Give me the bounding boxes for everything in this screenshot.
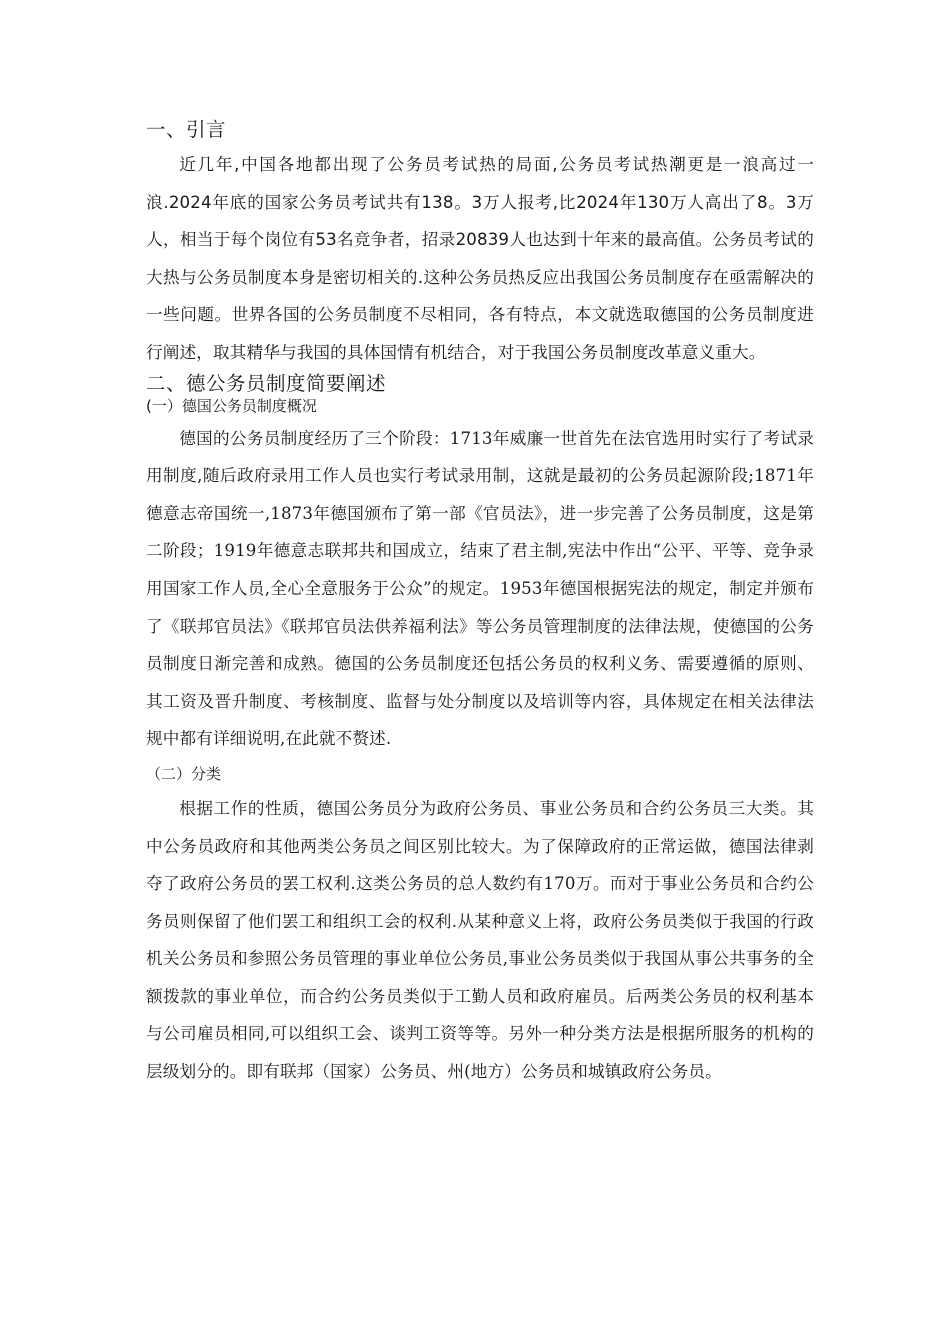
subsection-heading-classification: （二）分类 xyxy=(146,764,222,783)
document-body xyxy=(146,118,814,1091)
section-heading-overview: 二、德公务员制度简要阐述 xyxy=(146,371,387,395)
paragraph-classification: 根据工作的性质，德国公务员分为政府公务员、事业公务员和合约公务员三大类。其中公务员政府和其他两类公务员之间区别比较大。为了保障政府的正常运做，德国法律剥夺了政府公务员的罢工权利.这类公务员的总人数约有170万。而对于事业公务员和合约公务员则保留了他们罢工和组织工会的权利.从某种意义上将，政府公务员类似于我国的行政机关公务员和参照公务员管理的事业单位公务员,事业公务员类似于我国从事公共事务的全额拨款的事业单位，而合约公务员类似于工勤人员和政府雇员。后两类公务员的权利基本与公司雇员相同,可以组织工会、谈判工资等等。另外一种分类方法是根据所服务的机构的层级划分的。即有联邦（国家）公务员、州(地方）公务员和城镇政府公务员。 xyxy=(146,798,814,1082)
paragraph-general: 德国的公务员制度经历了三个阶段：1713年威廉一世首先在法官选用时实行了考试录用制度,随后政府录用工作人员也实行考试录用制，这就是最初的公务员起源阶段;1871年德意志帝国统一,1873年德国颁布了第一部《官员法》，进一步完善了公务员制度，这是第二阶段；1919年德意志联邦共和国成立，结束了君主制,宪法中作出“公平、平等、竞争录用国家工作人员,全心全意服务于公众”的规定。1953年德国根据宪法的规定，制定并颁布了《联邦官员法》《联邦官员法供养福利法》等公务员管理制度的法律法规，使德国的公务员制度日渐完善和成熟。德国的公务员制度还包括公务员的权利义务、需要遵循的原则、其工资及晋升制度、考核制度、监督与处分制度以及培训等内容，具体规定在相关法律法规中都有详细说明,在此就不赘述. xyxy=(146,428,814,749)
section-heading-intro: 一、引言 xyxy=(146,118,227,141)
paragraph-intro: 近几年,中国各地都出现了公务员考试热的局面,公务员考试热潮更是一浪高过一浪.2024年底的国家公务员考试共有138。3万人报考,比2024年130万人高出了8。3万人，相当于每个岗位有53名竞争者，招录20839人也达到十年来的最高值。公务员考试的大热与公务员制度本身是密切相关的.这种公务员热反应出我国公务员制度存在亟需解决的一些问题。世界各国的公务员制度不尽相同，各有特点，本文就选取德国的公务员制度进行阐述，取其精华与我国的具体国情有机结合，对于我国公务员制度改革意义重大。 xyxy=(146,155,814,362)
subsection-heading-general: (一）德国公务员制度概况 xyxy=(146,396,317,415)
